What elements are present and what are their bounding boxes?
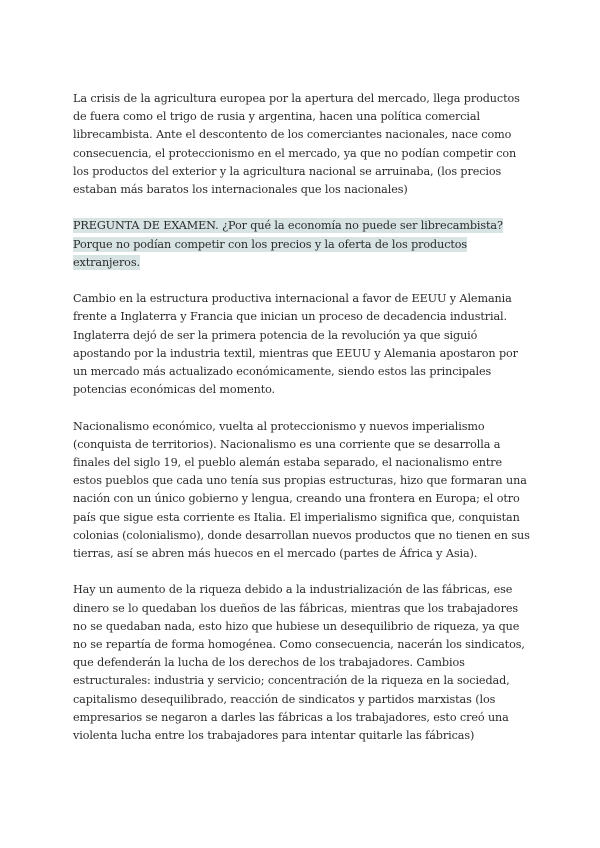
- paragraph-wealth-increase: Hay un aumento de la riqueza debido a la industrialización de las fábricas, ese dinero se lo quedaban los dueños de las fábricas, mientras que los trabajadores no se quedaban nada, esto hizo que hubiese un desequilibrio de riqueza, ya que no se repartía de forma homogénea. Como consecuencia, nacerán los sindicatos, que defenderán la lucha de los derechos de los trabajadores. Cambios estructurales: industria y servicio; concentración de la riqueza en la sociedad, capitalismo desequilibrado, reacción de sindicatos y partidos marxistas (los empresarios se negaron a darles las fábricas a los trabajadores, esto creó una violenta lucha entre los trabajadores para intentar quitarle las fábricas): [73, 583, 525, 743]
- paragraph-economic-nationalism: Nacionalismo económico, vuelta al proteccionismo y nuevos imperialismo (conquista de territorios). Nacionalismo es una corriente que se desarrolla a finales del siglo 19, el pueblo alemán estaba separado, el nacionalismo entre estos pueblos que cada uno tenía sus propias estructuras, hizo que formaran una nación con un único gobierno y lengua, creando una frontera en Europa; el otro país que sigue esta corriente es Italia. El imperialismo significa que, conquistan colonias (colonialismo), donde desarrollan nuevos productos que no tienen en sus tierras, así se abren más huecos en el mercado (partes de África y Asia).: [73, 419, 530, 561]
- document-body: [73, 90, 531, 763]
- exam-question-highlight: PREGUNTA DE EXAMEN. ¿Por qué la economía no puede ser librecambista? Porque no podían competir con los precios y la oferta de los productos extranjeros.: [73, 219, 503, 269]
- paragraph-agricultural-crisis: La crisis de la agricultura europea por la apertura del mercado, llega productos de fuera como el trigo de rusia y argentina, hacen una política comercial librecambista. Ante el descontento de los comerciantes nacionales, nace como consecuencia, el proteccionismo en el mercado, ya que no podían competir con los productos del exterior y la agricultura nacional se arruinaba, (los precios estaban más baratos los internacionales que los nacionales): [73, 92, 520, 197]
- paragraph-productive-structure: Cambio en la estructura productiva internacional a favor de EEUU y Alemania frente a Inglaterra y Francia que inician un proceso de decadencia industrial. Inglaterra dejó de ser la primera potencia de la revolución ya que siguió apostando por la industria textil, mientras que EEUU y Alemania apostaron por un mercado más actualizado económicamente, siendo estos las principales potencias económicas del momento.: [73, 292, 518, 397]
- paragraph-exam-question: [73, 217, 531, 272]
